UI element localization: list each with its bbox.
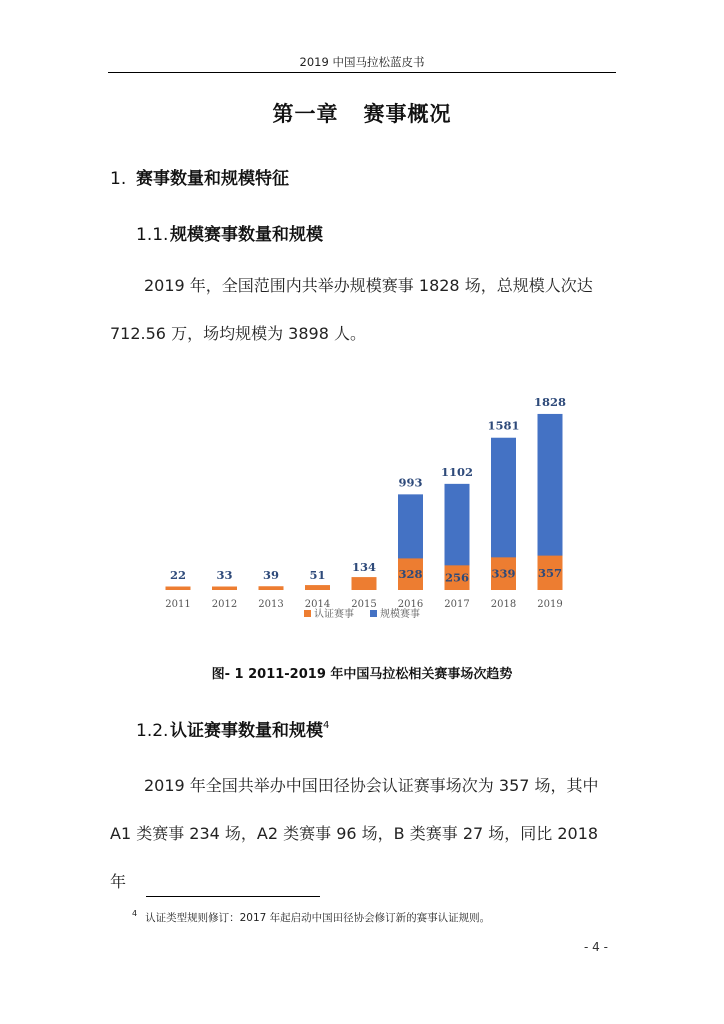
bar-认证赛事 [352,577,377,590]
data-label-规模赛事: 1828 [533,394,567,409]
chart-caption: 图- 1 2011-2019 年中国马拉松相关赛事场次趋势 [211,667,513,682]
subsection-number: 1.2. [136,721,169,741]
x-tick-label: 2013 [258,599,284,610]
footnote-text: 认证类型规则修订：2017 年起启动中国田径协会修订新的赛事认证规则。 [145,912,491,924]
data-label-认证赛事: 357 [537,565,563,580]
bar-认证赛事 [166,587,191,591]
bar-认证赛事 [305,585,330,590]
subsection-title: 规模赛事数量和规模 [170,225,323,245]
running-header: 2019 中国马拉松蓝皮书 [299,55,425,69]
subsection-heading-1-1 [136,220,323,245]
subsection-heading-1-2 [136,716,329,741]
x-tick-label: 2016 [397,599,424,610]
x-tick-label: 2015 [351,599,377,610]
x-tick-label: 2018 [490,599,517,610]
section-heading-1 [110,164,289,189]
footnote-rule [146,896,320,897]
paragraph-text: 2019 年全国共举办中国田径协会认证赛事场次为 357 场，其中 [144,776,599,795]
legend-label-规模赛事: 规模赛事 [380,609,420,620]
paragraph-2 [110,762,615,906]
chapter-title: 第一章 赛事概况 [272,102,452,126]
x-tick-label: 2014 [304,599,331,610]
x-tick-label: 2011 [165,599,191,610]
footnote [132,909,490,925]
paragraph-text: 2019 年，全国范围内共举办规模赛事 1828 场，总规模人次达 [144,276,593,295]
subsection-title: 认证赛事数量和规模 [170,721,323,741]
data-label-认证赛事: 134 [351,560,377,575]
data-label-规模赛事: 1581 [487,418,520,433]
x-tick-label: 2012 [211,599,238,610]
paragraph-line: 712.56 万，场均规模为 3898 人。 [110,324,366,343]
data-label-认证赛事: 256 [444,570,470,585]
bar-chart [150,380,570,630]
paragraph-line [110,262,615,310]
legend-swatch-认证赛事 [304,610,311,617]
footnote-mark: 4 [132,909,138,918]
page-number: - 4 - [584,940,608,954]
header-rule [108,72,616,73]
subsection-number: 1.1. [136,225,169,245]
data-label-认证赛事: 339 [491,566,516,581]
legend-swatch-规模赛事 [370,610,377,617]
bar-认证赛事 [259,586,284,590]
data-label-认证赛事: 328 [398,567,423,582]
ticks-layer [165,599,562,610]
section-title: 赛事数量和规模特征 [136,169,289,189]
footnote-reference[interactable]: 4 [323,720,330,731]
paragraph-1 [110,262,615,358]
data-label-认证赛事: 22 [169,568,187,582]
x-tick-label: 2019 [537,599,563,610]
data-label-认证赛事: 33 [216,568,233,582]
data-label-认证赛事: 51 [309,568,326,582]
x-tick-label: 2017 [444,599,470,610]
data-label-认证赛事: 39 [262,568,280,582]
paragraph-line [110,762,615,810]
paragraph-line: A1 类赛事 234 场，A2 类赛事 96 场，B 类赛事 27 场，同比 2018 年 [110,824,599,891]
bar-认证赛事 [212,587,237,591]
legend-label-认证赛事: 认证赛事 [314,609,354,620]
section-number: 1. [110,169,127,189]
data-label-规模赛事: 1102 [440,464,474,479]
data-label-规模赛事: 993 [398,475,423,490]
